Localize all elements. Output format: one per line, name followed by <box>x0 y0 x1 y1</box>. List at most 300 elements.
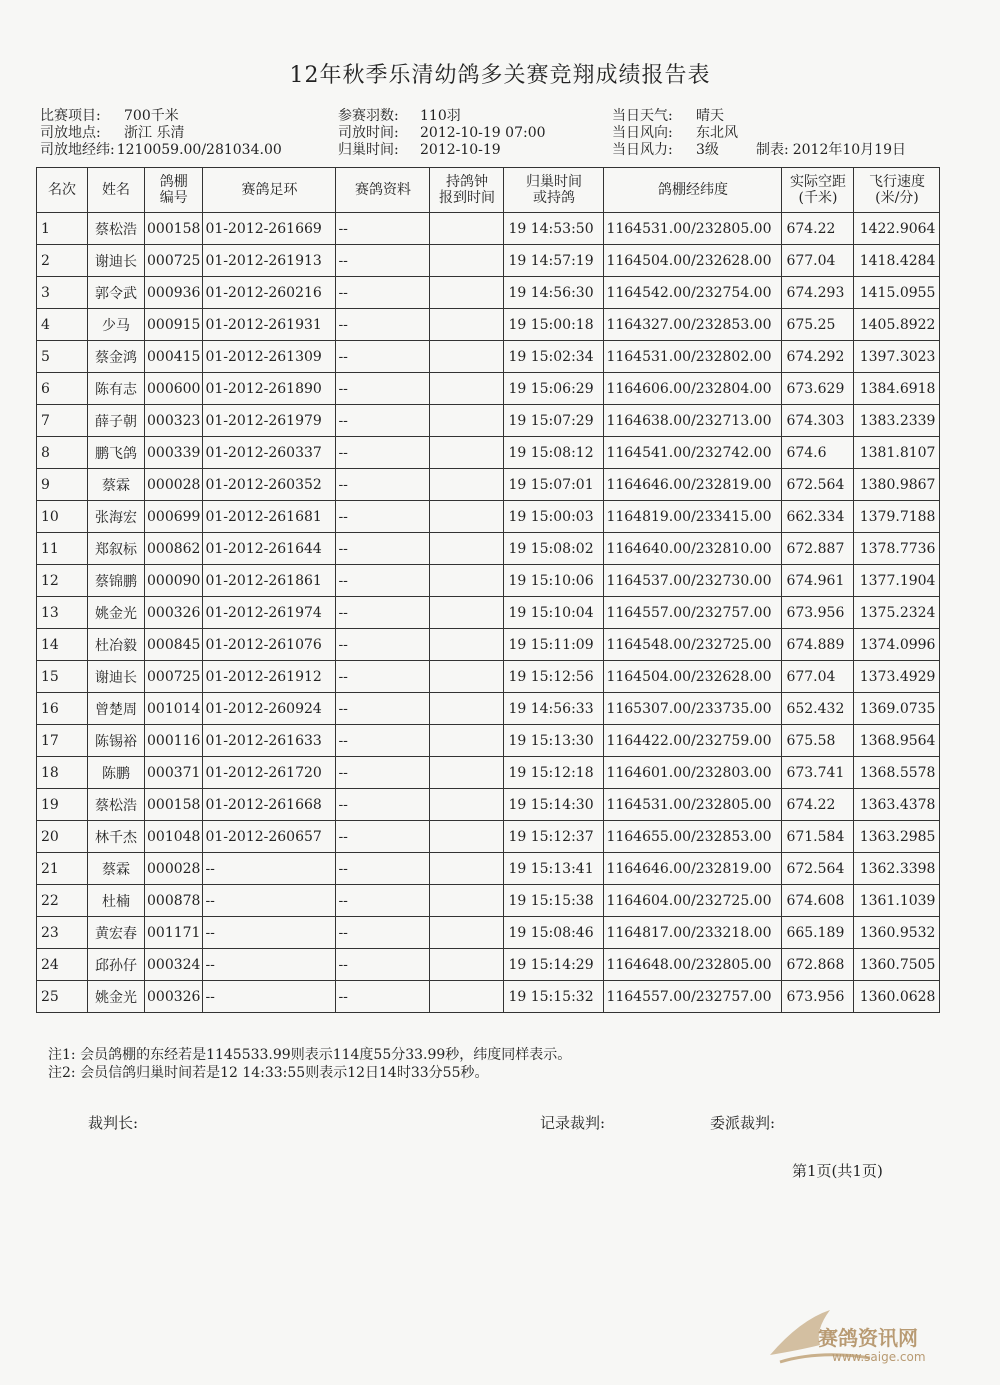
note-1: 注1: 会员鸽棚的东经若是1145533.99则表示114度55分33.99秒，纬度同样表示。 <box>48 1047 572 1063</box>
table-row <box>37 501 940 533</box>
cell-arrival-time: 19 14:53:50 <box>504 213 604 245</box>
table-row <box>37 725 940 757</box>
cell-rank: 13 <box>37 597 88 629</box>
cell-ring: -- <box>203 853 336 885</box>
cell-clock-time <box>430 757 504 789</box>
cell-distance: 674.608 <box>782 885 854 917</box>
cell-loft-coords: 1164819.00/233415.00 <box>604 501 782 533</box>
cell-speed: 1375.2324 <box>854 597 940 629</box>
cell-rank: 15 <box>37 661 88 693</box>
weather-label: 当日天气: <box>612 108 673 124</box>
cell-distance: 672.564 <box>782 469 854 501</box>
cell-ring: 01-2012-260216 <box>203 277 336 309</box>
cell-arrival-time: 19 15:10:04 <box>504 597 604 629</box>
release-time-value: 2012-10-19 07:00 <box>420 125 546 141</box>
cell-loft-id: 001171 <box>145 917 203 949</box>
cell-rank: 19 <box>37 789 88 821</box>
cell-loft-coords: 1164557.00/232757.00 <box>604 981 782 1013</box>
cell-ring: 01-2012-260352 <box>203 469 336 501</box>
cell-pigeon-info: -- <box>336 917 430 949</box>
cell-loft-id: 000845 <box>145 629 203 661</box>
cell-pigeon-info: -- <box>336 949 430 981</box>
cell-rank: 4 <box>37 309 88 341</box>
cell-pigeon-info: -- <box>336 821 430 853</box>
cell-distance: 674.961 <box>782 565 854 597</box>
cell-pigeon-info: -- <box>336 405 430 437</box>
cell-distance: 677.04 <box>782 245 854 277</box>
header-arrival-time: 归巢时间 或持鸽 <box>504 168 604 213</box>
note-2: 注2: 会员信鸽归巢时间若是12 14:33:55则表示12日14时33分55秒。 <box>48 1065 489 1081</box>
table-row <box>37 853 940 885</box>
cell-speed: 1383.2339 <box>854 405 940 437</box>
cell-clock-time <box>430 949 504 981</box>
cell-speed: 1415.0955 <box>854 277 940 309</box>
notes <box>48 1046 571 1082</box>
cell-ring: 01-2012-261913 <box>203 245 336 277</box>
cell-name: 黄宏春 <box>88 917 145 949</box>
cell-speed: 1379.7188 <box>854 501 940 533</box>
cell-loft-id: 000699 <box>145 501 203 533</box>
recorder-referee-label: 记录裁判: <box>540 1114 606 1132</box>
cell-clock-time <box>430 885 504 917</box>
cell-name: 蔡松浩 <box>88 789 145 821</box>
cell-ring: 01-2012-260657 <box>203 821 336 853</box>
table-row <box>37 981 940 1013</box>
table-row <box>37 469 940 501</box>
cell-pigeon-info: -- <box>336 885 430 917</box>
table-row <box>37 789 940 821</box>
cell-distance: 674.22 <box>782 789 854 821</box>
cell-distance: 674.889 <box>782 629 854 661</box>
cell-speed: 1361.1039 <box>854 885 940 917</box>
chief-referee-label: 裁判长: <box>88 1114 139 1132</box>
cell-clock-time <box>430 725 504 757</box>
cell-distance: 665.189 <box>782 917 854 949</box>
cell-arrival-time: 19 15:14:30 <box>504 789 604 821</box>
cell-name: 陈有志 <box>88 373 145 405</box>
cell-loft-coords: 1164601.00/232803.00 <box>604 757 782 789</box>
cell-arrival-time: 19 15:12:37 <box>504 821 604 853</box>
cell-speed: 1422.9064 <box>854 213 940 245</box>
cell-loft-id: 000725 <box>145 245 203 277</box>
cell-distance: 675.25 <box>782 309 854 341</box>
cell-rank: 22 <box>37 885 88 917</box>
cell-rank: 23 <box>37 917 88 949</box>
cell-loft-id: 001014 <box>145 693 203 725</box>
cell-ring: 01-2012-261681 <box>203 501 336 533</box>
cell-loft-coords: 1164604.00/232725.00 <box>604 885 782 917</box>
cell-clock-time <box>430 821 504 853</box>
cell-clock-time <box>430 693 504 725</box>
cell-arrival-time: 19 15:08:12 <box>504 437 604 469</box>
cell-arrival-time: 19 15:14:29 <box>504 949 604 981</box>
cell-distance: 671.584 <box>782 821 854 853</box>
cell-name: 鹏飞鸽 <box>88 437 145 469</box>
cell-pigeon-info: -- <box>336 853 430 885</box>
cell-name: 蔡金鸿 <box>88 341 145 373</box>
cell-loft-id: 000936 <box>145 277 203 309</box>
cell-rank: 1 <box>37 213 88 245</box>
cell-pigeon-info: -- <box>336 501 430 533</box>
cell-loft-id: 000371 <box>145 757 203 789</box>
made-date <box>756 142 906 159</box>
cell-ring: 01-2012-261668 <box>203 789 336 821</box>
made-value: 2012年10月19日 <box>792 142 906 158</box>
cell-pigeon-info: -- <box>336 437 430 469</box>
cell-pigeon-info: -- <box>336 725 430 757</box>
cell-loft-id: 000028 <box>145 853 203 885</box>
header-name: 姓名 <box>88 168 145 213</box>
table-body <box>37 213 940 1013</box>
report-title: 12年秋季乐清幼鸽多关赛竞翔成绩报告表 <box>289 63 711 88</box>
wind-dir-label: 当日风向: <box>612 125 673 141</box>
cell-pigeon-info: -- <box>336 533 430 565</box>
cell-ring: 01-2012-260924 <box>203 693 336 725</box>
header-pigeon-info: 赛鸽资料 <box>336 168 430 213</box>
cell-loft-id: 000725 <box>145 661 203 693</box>
cell-name: 郭令武 <box>88 277 145 309</box>
cell-clock-time <box>430 341 504 373</box>
cell-arrival-time: 19 15:02:34 <box>504 341 604 373</box>
cell-loft-id: 000600 <box>145 373 203 405</box>
cell-loft-id: 000339 <box>145 437 203 469</box>
cell-loft-coords: 1164531.00/232805.00 <box>604 213 782 245</box>
table-row <box>37 405 940 437</box>
header-loft-coords: 鸽棚经纬度 <box>604 168 782 213</box>
cell-pigeon-info: -- <box>336 277 430 309</box>
cell-ring: 01-2012-261076 <box>203 629 336 661</box>
cell-rank: 8 <box>37 437 88 469</box>
cell-ring: 01-2012-261644 <box>203 533 336 565</box>
wind-force-value: 3级 <box>696 142 719 158</box>
cell-speed: 1384.6918 <box>854 373 940 405</box>
table-row <box>37 917 940 949</box>
cell-name: 张海宏 <box>88 501 145 533</box>
cell-distance: 674.22 <box>782 213 854 245</box>
cell-arrival-time: 19 15:07:29 <box>504 405 604 437</box>
cell-rank: 16 <box>37 693 88 725</box>
cell-pigeon-info: -- <box>336 341 430 373</box>
cell-loft-id: 000324 <box>145 949 203 981</box>
cell-ring: 01-2012-261931 <box>203 309 336 341</box>
cell-loft-id: 000862 <box>145 533 203 565</box>
cell-arrival-time: 19 15:00:03 <box>504 501 604 533</box>
cell-loft-id: 000915 <box>145 309 203 341</box>
cell-loft-coords: 1164638.00/232713.00 <box>604 405 782 437</box>
cell-loft-coords: 1164817.00/233218.00 <box>604 917 782 949</box>
table-row <box>37 885 940 917</box>
cell-arrival-time: 19 15:07:01 <box>504 469 604 501</box>
cell-pigeon-info: -- <box>336 981 430 1013</box>
cell-distance: 673.956 <box>782 981 854 1013</box>
table-row <box>37 437 940 469</box>
cell-speed: 1360.9532 <box>854 917 940 949</box>
cell-name: 蔡霖 <box>88 469 145 501</box>
results-table <box>36 167 940 1013</box>
cell-arrival-time: 19 15:11:09 <box>504 629 604 661</box>
cell-loft-id: 000326 <box>145 597 203 629</box>
header-ring: 赛鸽足环 <box>203 168 336 213</box>
cell-arrival-time: 19 15:10:06 <box>504 565 604 597</box>
table-row <box>37 597 940 629</box>
cell-loft-coords: 1164557.00/232757.00 <box>604 597 782 629</box>
cell-rank: 10 <box>37 501 88 533</box>
cell-distance: 673.741 <box>782 757 854 789</box>
cell-name: 谢迪长 <box>88 661 145 693</box>
cell-pigeon-info: -- <box>336 757 430 789</box>
cell-clock-time <box>430 853 504 885</box>
table-row <box>37 757 940 789</box>
cell-distance: 674.292 <box>782 341 854 373</box>
cell-loft-id: 000326 <box>145 981 203 1013</box>
cell-rank: 24 <box>37 949 88 981</box>
cell-arrival-time: 19 15:13:30 <box>504 725 604 757</box>
cell-distance: 674.293 <box>782 277 854 309</box>
table-row <box>37 277 940 309</box>
table-row <box>37 373 940 405</box>
release-coords-label: 司放地经纬: <box>40 142 115 158</box>
cell-loft-coords: 1164606.00/232804.00 <box>604 373 782 405</box>
cell-arrival-time: 19 15:15:32 <box>504 981 604 1013</box>
cell-name: 少马 <box>88 309 145 341</box>
cell-clock-time <box>430 373 504 405</box>
entries-value: 110羽 <box>420 108 461 124</box>
meta-middle <box>338 108 546 159</box>
cell-name: 陈锡裕 <box>88 725 145 757</box>
release-time-label: 司放时间: <box>338 125 399 141</box>
cell-loft-id: 000028 <box>145 469 203 501</box>
cell-distance: 675.58 <box>782 725 854 757</box>
cell-rank: 12 <box>37 565 88 597</box>
cell-distance: 672.564 <box>782 853 854 885</box>
cell-ring: -- <box>203 885 336 917</box>
cell-clock-time <box>430 437 504 469</box>
cell-clock-time <box>430 917 504 949</box>
cell-rank: 2 <box>37 245 88 277</box>
cell-name: 蔡松浩 <box>88 213 145 245</box>
cell-name: 蔡锦鹏 <box>88 565 145 597</box>
return-time-label: 归巢时间: <box>338 142 399 158</box>
header-loft-id: 鸽棚 编号 <box>145 168 203 213</box>
cell-distance: 662.334 <box>782 501 854 533</box>
cell-distance: 673.629 <box>782 373 854 405</box>
cell-loft-coords: 1164548.00/232725.00 <box>604 629 782 661</box>
cell-pigeon-info: -- <box>336 629 430 661</box>
cell-name: 杜楠 <box>88 885 145 917</box>
cell-speed: 1360.7505 <box>854 949 940 981</box>
cell-name: 薛子朝 <box>88 405 145 437</box>
cell-distance: 677.04 <box>782 661 854 693</box>
cell-arrival-time: 19 15:12:56 <box>504 661 604 693</box>
wind-force-label: 当日风力: <box>612 142 673 158</box>
watermark-name: 赛鸽资讯网 <box>818 1326 918 1350</box>
cell-pigeon-info: -- <box>336 565 430 597</box>
cell-loft-coords: 1164537.00/232730.00 <box>604 565 782 597</box>
cell-rank: 6 <box>37 373 88 405</box>
cell-clock-time <box>430 661 504 693</box>
cell-loft-coords: 1164531.00/232805.00 <box>604 789 782 821</box>
table-row <box>37 693 940 725</box>
cell-ring: -- <box>203 981 336 1013</box>
cell-ring: 01-2012-261633 <box>203 725 336 757</box>
cell-ring: 01-2012-261979 <box>203 405 336 437</box>
cell-arrival-time: 19 15:13:41 <box>504 853 604 885</box>
cell-ring: 01-2012-261720 <box>203 757 336 789</box>
cell-loft-coords: 1164541.00/232742.00 <box>604 437 782 469</box>
cell-clock-time <box>430 533 504 565</box>
cell-loft-coords: 1164542.00/232754.00 <box>604 277 782 309</box>
header-speed: 飞行速度 (米/分) <box>854 168 940 213</box>
cell-distance: 672.868 <box>782 949 854 981</box>
weather-value: 晴天 <box>696 108 724 124</box>
cell-name: 姚金光 <box>88 981 145 1013</box>
cell-loft-coords: 1164327.00/232853.00 <box>604 309 782 341</box>
table-row <box>37 629 940 661</box>
meta-right <box>612 108 738 159</box>
cell-ring: 01-2012-261974 <box>203 597 336 629</box>
cell-distance: 674.6 <box>782 437 854 469</box>
table-row <box>37 213 940 245</box>
meta-left <box>40 108 282 159</box>
cell-name: 姚金光 <box>88 597 145 629</box>
cell-loft-id: 000415 <box>145 341 203 373</box>
cell-rank: 7 <box>37 405 88 437</box>
cell-name: 林千杰 <box>88 821 145 853</box>
cell-loft-id: 000116 <box>145 725 203 757</box>
release-place-label: 司放地点: <box>40 125 101 141</box>
race-item-label: 比赛项目: <box>40 108 101 124</box>
cell-clock-time <box>430 309 504 341</box>
cell-name: 谢迪长 <box>88 245 145 277</box>
cell-loft-id: 000878 <box>145 885 203 917</box>
cell-pigeon-info: -- <box>336 373 430 405</box>
cell-arrival-time: 19 15:15:38 <box>504 885 604 917</box>
delegate-referee-label: 委派裁判: <box>710 1114 776 1132</box>
cell-name: 陈鹏 <box>88 757 145 789</box>
cell-loft-id: 000158 <box>145 789 203 821</box>
cell-ring: 01-2012-261861 <box>203 565 336 597</box>
cell-rank: 9 <box>37 469 88 501</box>
cell-speed: 1368.5578 <box>854 757 940 789</box>
cell-clock-time <box>430 277 504 309</box>
cell-speed: 1369.0735 <box>854 693 940 725</box>
cell-loft-coords: 1164640.00/232810.00 <box>604 533 782 565</box>
cell-arrival-time: 19 15:00:18 <box>504 309 604 341</box>
cell-pigeon-info: -- <box>336 469 430 501</box>
cell-speed: 1378.7736 <box>854 533 940 565</box>
table-row <box>37 661 940 693</box>
cell-speed: 1397.3023 <box>854 341 940 373</box>
header-distance: 实际空距 (千米) <box>782 168 854 213</box>
release-coords-value: 1210059.00/281034.00 <box>116 142 282 158</box>
cell-pigeon-info: -- <box>336 597 430 629</box>
cell-arrival-time: 19 15:08:02 <box>504 533 604 565</box>
cell-arrival-time: 19 15:06:29 <box>504 373 604 405</box>
cell-loft-id: 001048 <box>145 821 203 853</box>
cell-rank: 11 <box>37 533 88 565</box>
cell-rank: 17 <box>37 725 88 757</box>
table-row <box>37 565 940 597</box>
watermark-url: www.saige.com <box>832 1350 926 1364</box>
table-row <box>37 533 940 565</box>
cell-arrival-time: 19 15:08:46 <box>504 917 604 949</box>
cell-rank: 5 <box>37 341 88 373</box>
cell-ring: 01-2012-261309 <box>203 341 336 373</box>
cell-loft-coords: 1165307.00/233735.00 <box>604 693 782 725</box>
table-row <box>37 245 940 277</box>
cell-loft-id: 000158 <box>145 213 203 245</box>
cell-pigeon-info: -- <box>336 309 430 341</box>
cell-speed: 1362.3398 <box>854 853 940 885</box>
cell-arrival-time: 19 14:56:33 <box>504 693 604 725</box>
cell-ring: 01-2012-260337 <box>203 437 336 469</box>
cell-loft-coords: 1164531.00/232802.00 <box>604 341 782 373</box>
cell-clock-time <box>430 469 504 501</box>
cell-speed: 1363.2985 <box>854 821 940 853</box>
cell-distance: 673.956 <box>782 597 854 629</box>
cell-distance: 674.303 <box>782 405 854 437</box>
cell-rank: 25 <box>37 981 88 1013</box>
cell-loft-coords: 1164648.00/232805.00 <box>604 949 782 981</box>
made-label: 制表: <box>756 142 789 158</box>
cell-speed: 1418.4284 <box>854 245 940 277</box>
cell-clock-time <box>430 789 504 821</box>
cell-arrival-time: 19 14:56:30 <box>504 277 604 309</box>
cell-name: 曾楚周 <box>88 693 145 725</box>
header-rank: 名次 <box>37 168 88 213</box>
cell-clock-time <box>430 981 504 1013</box>
cell-rank: 18 <box>37 757 88 789</box>
cell-clock-time <box>430 213 504 245</box>
header-clock-time: 持鸽钟 报到时间 <box>430 168 504 213</box>
table-row <box>37 821 940 853</box>
cell-clock-time <box>430 565 504 597</box>
cell-pigeon-info: -- <box>336 213 430 245</box>
cell-pigeon-info: -- <box>336 245 430 277</box>
cell-clock-time <box>430 501 504 533</box>
cell-speed: 1377.1904 <box>854 565 940 597</box>
cell-distance: 652.432 <box>782 693 854 725</box>
cell-speed: 1360.0628 <box>854 981 940 1013</box>
cell-speed: 1405.8922 <box>854 309 940 341</box>
cell-pigeon-info: -- <box>336 693 430 725</box>
cell-loft-coords: 1164646.00/232819.00 <box>604 853 782 885</box>
release-place-value: 浙江 乐清 <box>124 125 185 141</box>
page-number: 第1页(共1页) <box>792 1162 883 1180</box>
cell-clock-time <box>430 405 504 437</box>
cell-loft-coords: 1164655.00/232853.00 <box>604 821 782 853</box>
cell-loft-id: 000090 <box>145 565 203 597</box>
cell-ring: 01-2012-261912 <box>203 661 336 693</box>
cell-clock-time <box>430 629 504 661</box>
cell-name: 郑叙标 <box>88 533 145 565</box>
cell-rank: 3 <box>37 277 88 309</box>
cell-speed: 1380.9867 <box>854 469 940 501</box>
cell-pigeon-info: -- <box>336 789 430 821</box>
entries-label: 参赛羽数: <box>338 108 399 124</box>
table-row <box>37 341 940 373</box>
cell-clock-time <box>430 245 504 277</box>
cell-clock-time <box>430 597 504 629</box>
cell-rank: 20 <box>37 821 88 853</box>
cell-speed: 1374.0996 <box>854 629 940 661</box>
table-row <box>37 309 940 341</box>
cell-loft-coords: 1164646.00/232819.00 <box>604 469 782 501</box>
cell-name: 蔡霖 <box>88 853 145 885</box>
cell-loft-coords: 1164504.00/232628.00 <box>604 245 782 277</box>
cell-speed: 1368.9564 <box>854 725 940 757</box>
cell-speed: 1373.4929 <box>854 661 940 693</box>
